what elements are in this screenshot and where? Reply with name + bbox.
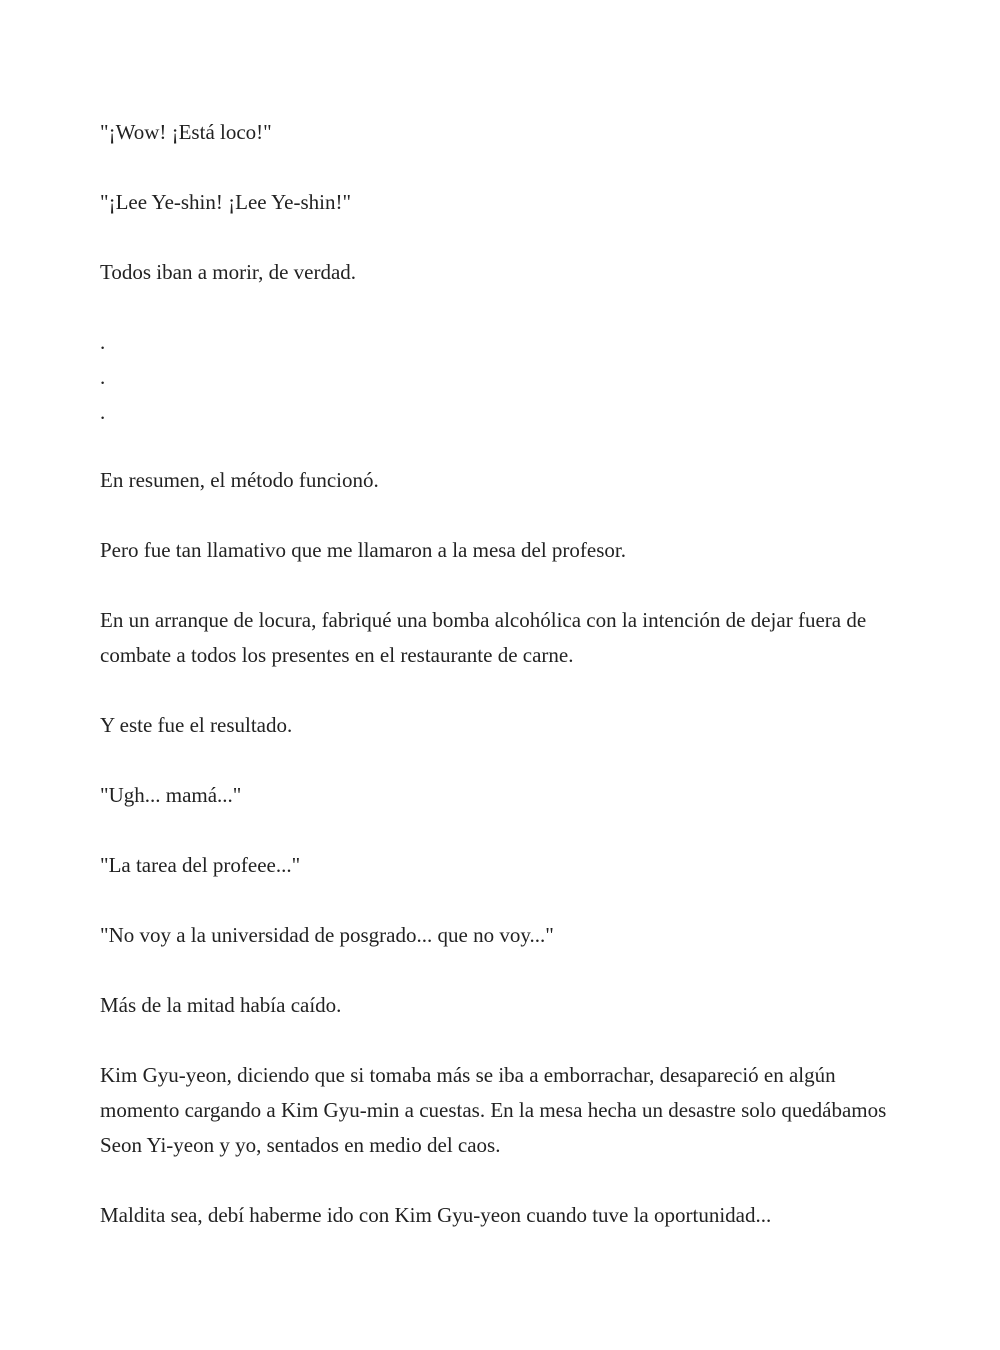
paragraph: "La tarea del profeee..." xyxy=(100,853,301,877)
scene-separator-dot: . xyxy=(100,330,106,354)
paragraph: Y este fue el resultado. xyxy=(100,713,293,737)
paragraph: Maldita sea, debí haberme ido con Kim Gyu-yeon cuando tuve la oportunidad... xyxy=(100,1203,772,1227)
scene-separator-dot: . xyxy=(100,365,106,389)
paragraph: "Ugh... mamá..." xyxy=(100,783,242,807)
paragraph: Pero fue tan llamativo que me llamaron a la mesa del profesor. xyxy=(100,538,626,562)
scene-separator-dot: . xyxy=(100,400,106,424)
paragraph: Todos iban a morir, de verdad. xyxy=(100,260,357,284)
paragraph: "¡Wow! ¡Está loco!" xyxy=(100,120,272,144)
paragraph: "¡Lee Ye-shin! ¡Lee Ye-shin!" xyxy=(100,190,352,214)
paragraph: En resumen, el método funcionó. xyxy=(100,468,379,492)
paragraph: "No voy a la universidad de posgrado... que no voy..." xyxy=(100,923,554,947)
paragraph: Kim Gyu-yeon, diciendo que si tomaba más se iba a emborrachar, desapareció en algún momento cargando a Kim Gyu-min a cuestas. En la mesa hecha un desastre solo quedábamos Seon Yi-yeon y yo, sentados en medio del caos. xyxy=(100,1063,887,1157)
paragraph: Más de la mitad había caído. xyxy=(100,993,342,1017)
paragraph: En un arranque de locura, fabriqué una bomba alcohólica con la intención de dejar fuera de combate a todos los presentes en el restaurante de carne. xyxy=(100,608,867,667)
